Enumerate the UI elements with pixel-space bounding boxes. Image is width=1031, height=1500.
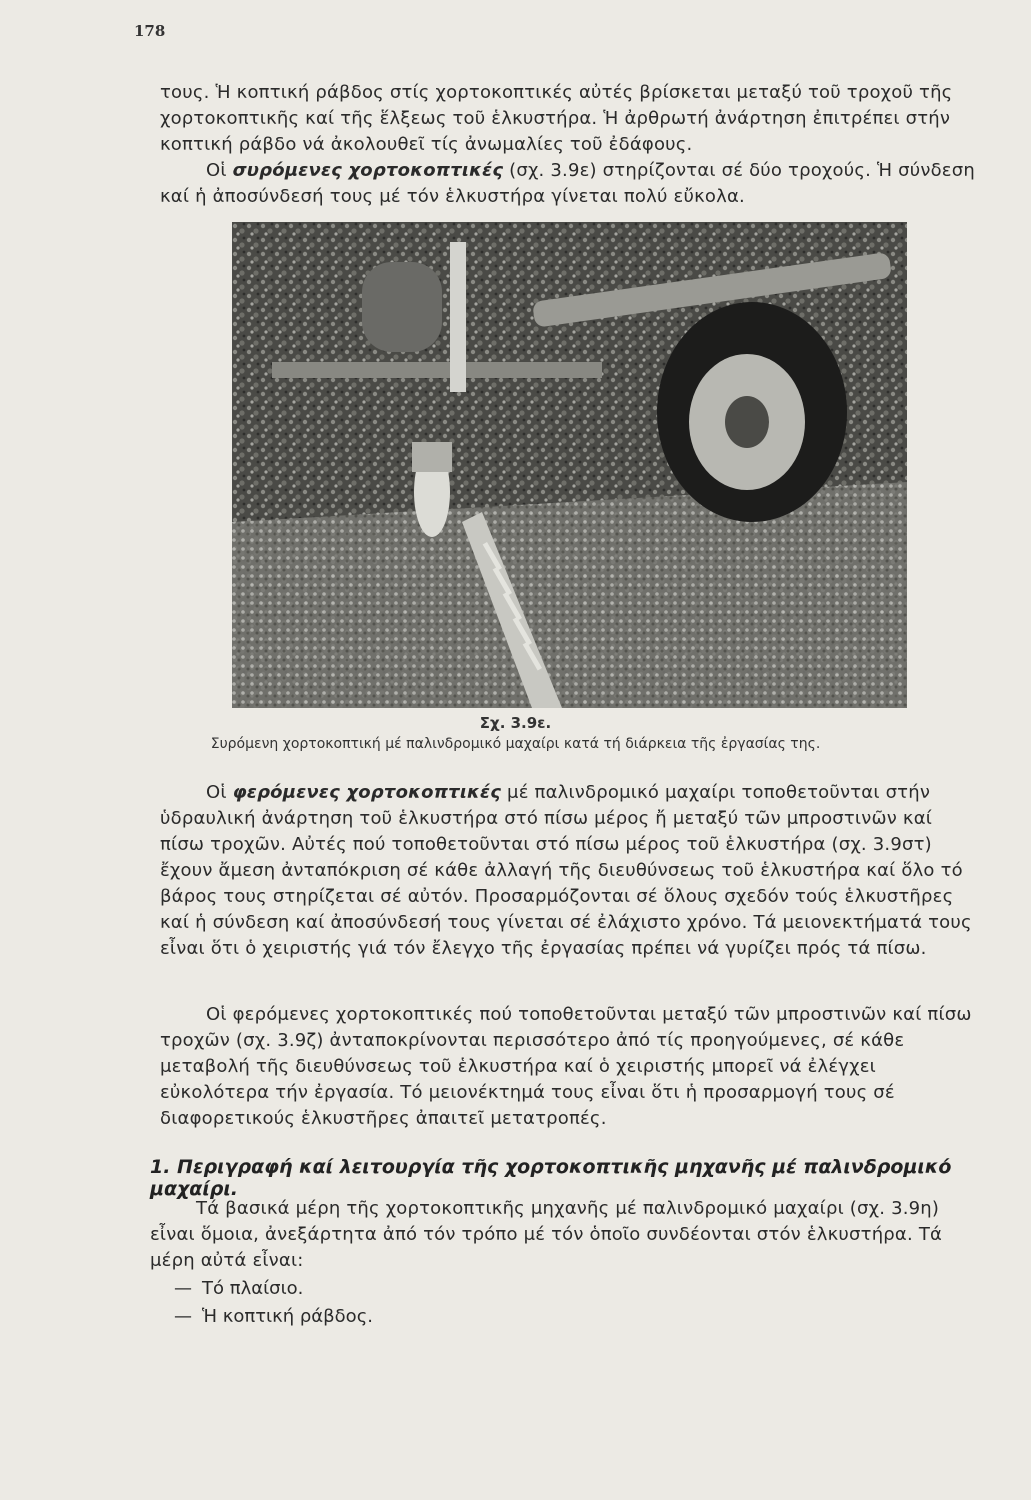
- figure-caption: Συρόμενη χορτοκοπτική μέ παλινδρομικό μαχαίρι κατά τή διάρκεια τῆς ἐργασίας της.: [210, 736, 821, 752]
- section-heading: 1. Περιγραφή καί λειτουργία τῆς χορτοκοπτικῆς μηχανῆς μέ παλινδρομικό μαχαίρι.: [150, 1156, 952, 1200]
- paragraph-parts-intro: Τά βασικά μέρη τῆς χορτοκοπτικῆς μηχανῆς μέ παλινδρομικό μαχαίρι (σχ. 3.9η) εἶναι ὅμοια, ἀνεξάρτητα ἀπό τόν τρόπο μέ τόν ὁποῖο συνδέονται στόν ἑλκυστήρα. Τά μέρη αὐτά εἶναι:: [150, 1198, 943, 1271]
- list-item: [174, 1304, 373, 1330]
- paragraph-rest: μέ παλινδρομικό μαχαίρι τοποθετοῦνται στήν ὑδραυλική ἀνάρτηση τοῦ ἑλκυστήρα στό πίσω μέρος ἤ μεταξύ τῶν μπροστινῶν καί πίσω τροχῶν. Αὐτές πού τοποθετοῦνται στό πίσω μέρος τοῦ ἑλκυστήρα (σχ. 3.9στ) ἔχουν ἄμεση ἀνταπόκριση σέ κάθε ἀλλαγή τῆς διευθύνσεως τοῦ ἑλκυστήρα καί ὅλο τό βάρος τους στηρίζεται σέ αὐτόν. Προσαρμόζονται σέ ὅλους σχεδόν τούς ἑλκυστῆρες καί ἡ σύνδεση καί ἀποσύνδεσή τους γίνεται σέ ἐλάχιστο χρόνο. Τά μειονεκτήματά τους εἶναι ὅτι ὁ χειριστής γιά τόν ἔλεγχο τῆς ἐργασίας πρέπει νά γυρίζει πρός τά πίσω.: [160, 782, 972, 959]
- list-item-text: Τό πλαίσιο.: [202, 1278, 304, 1299]
- paragraph-lead: Οἱ: [206, 160, 233, 181]
- list-dash: —: [174, 1306, 192, 1327]
- paragraph-mid-mounted: Οἱ φερόμενες χορτοκοπτικές πού τοποθετοῦνται μεταξύ τῶν μπροστινῶν καί πίσω τροχῶν (σχ. 3.9ζ) ἀνταποκρίνονται περισσότερο ἀπό τίς προηγούμενες, σέ κάθε μεταβολή τῆς διευθύνσεως τοῦ ἑλκυστήρα καί ὁ χειριστής μπορεῖ νά ἐλέγχει εὐκολότερα τήν ἐργασία. Τό μειονέκτημά τους εἶναι ὅτι ἡ προσαρμογή τους σέ διαφορετικούς ἑλκυστῆρες ἀπαιτεῖ μετατροπές.: [160, 1004, 972, 1129]
- list-item: [174, 1276, 303, 1302]
- paragraph-towed-mowers: [160, 158, 982, 210]
- mower-photo-illustration: [232, 222, 907, 708]
- paragraph-rest: (σχ. 3.9ε) στηρίζονται σέ δύο τροχούς. Ἡ σύνδεση καί ἡ ἀποσύνδεσή τους μέ τόν ἑλκυστήρα γίνεται πολύ εὔκολα.: [160, 160, 975, 207]
- list-dash: —: [174, 1278, 192, 1299]
- paragraph-intro: τους. Ἡ κοπτική ράβδος στίς χορτοκοπτικές αὐτές βρίσκεται μεταξύ τοῦ τροχοῦ τῆς χορτοκοπτικῆς καί τῆς ἕλξεως τοῦ ἑλκυστήρα. Ἡ ἀρθρωτή ἀνάρτηση ἐπιτρέπει στήν κοπτική ράβδο νά ἀκολουθεῖ τίς ἀνωμαλίες τοῦ ἐδάφους.: [160, 82, 953, 155]
- figure-photo: [232, 222, 907, 708]
- term-towed-mowers: συρόμενες χορτοκοπτικές: [232, 160, 504, 181]
- list-item-text: Ἡ κοπτική ράβδος.: [202, 1306, 373, 1327]
- paragraph-mounted-mowers: [160, 780, 982, 962]
- paragraph-lead: Οἱ: [206, 782, 233, 803]
- term-mounted-mowers: φερόμενες χορτοκοπτικές: [232, 782, 502, 803]
- page-number: 178: [134, 22, 166, 40]
- figure-label: Σχ. 3.9ε.: [479, 714, 552, 732]
